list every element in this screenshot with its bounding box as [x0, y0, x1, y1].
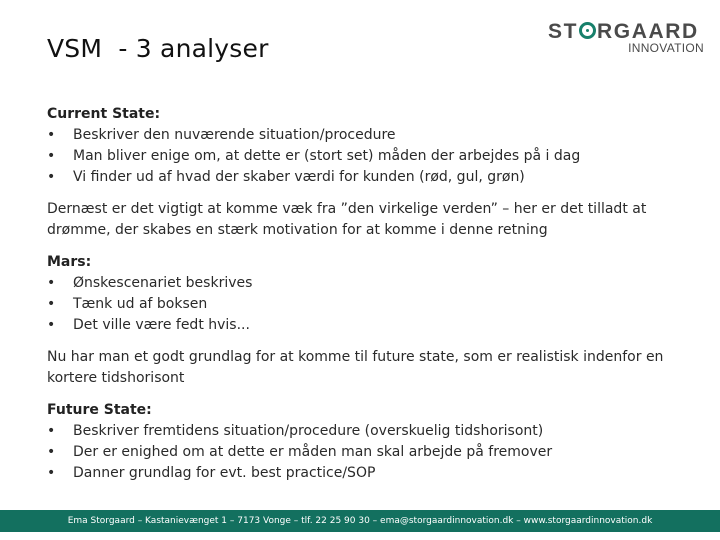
future-state-heading: Future State: — [47, 402, 152, 418]
bullet-icon: • — [47, 148, 56, 164]
list-item-text: Danner grundlag for evt. best practice/SOP — [73, 465, 376, 481]
mars-heading: Mars: — [47, 254, 92, 270]
footer-contact-bar: Ema Storgaard – Kastanievænget 1 – 7173 Vonge – tlf. 22 25 90 30 – ema@storgaardinnovation.dk – www.storgaardinnovation.dk — [0, 510, 720, 532]
list-item-text: Vi finder ud af hvad der skaber værdi for kunden (rød, gul, grøn) — [73, 169, 525, 185]
paragraph-text: Dernæst er det vigtigt at komme væk fra ”den virkelige verden” – her er det tilladt at drømme, der skabes en stærk motivation for at komme i denne retning — [47, 201, 647, 238]
list-item-text: Det ville være fedt hvis... — [73, 317, 250, 333]
list-item — [47, 146, 687, 167]
list-item — [47, 421, 687, 442]
slide-body — [47, 104, 687, 495]
list-item — [47, 294, 687, 315]
list-item-text: Beskriver fremtidens situation/procedure (overskuelig tidshorisont) — [73, 423, 544, 439]
storgaard-logo — [548, 20, 704, 60]
current-state-section — [47, 104, 687, 188]
list-item — [47, 167, 687, 188]
paragraph-text: Nu har man et godt grundlag for at komme til future state, som er realistisk indenfor en kortere tidshorisont — [47, 349, 664, 386]
paragraph-future-state-intro — [47, 347, 687, 389]
logo-subtitle: INNOVATION — [628, 41, 704, 55]
logo-o-ring-icon — [579, 22, 596, 39]
paragraph-virkelige-verden — [47, 199, 687, 241]
list-item — [47, 273, 687, 294]
logo-text-end: RGAARD — [597, 20, 699, 43]
list-item — [47, 442, 687, 463]
bullet-icon: • — [47, 169, 56, 185]
list-item-text: Tænk ud af boksen — [73, 296, 208, 312]
current-state-heading: Current State: — [47, 106, 161, 122]
bullet-icon: • — [47, 423, 56, 439]
list-item-text: Man bliver enige om, at dette er (stort set) måden der arbejdes på i dag — [73, 148, 581, 164]
slide-title: VSM - 3 analyser — [47, 34, 269, 63]
bullet-icon: • — [47, 317, 56, 333]
bullet-icon: • — [47, 296, 56, 312]
list-item — [47, 463, 687, 484]
mars-section — [47, 252, 687, 336]
list-item-text: Ønskescenariet beskrives — [73, 275, 253, 291]
bullet-icon: • — [47, 275, 56, 291]
logo-text-start: ST — [548, 20, 579, 43]
list-item — [47, 125, 687, 146]
bullet-icon: • — [47, 127, 56, 143]
list-item-text: Der er enighed om at dette er måden man skal arbejde på fremover — [73, 444, 553, 460]
bullet-icon: • — [47, 465, 56, 481]
list-item — [47, 315, 687, 336]
list-item-text: Beskriver den nuværende situation/procedure — [73, 127, 396, 143]
bullet-icon: • — [47, 444, 56, 460]
future-state-section — [47, 400, 687, 484]
